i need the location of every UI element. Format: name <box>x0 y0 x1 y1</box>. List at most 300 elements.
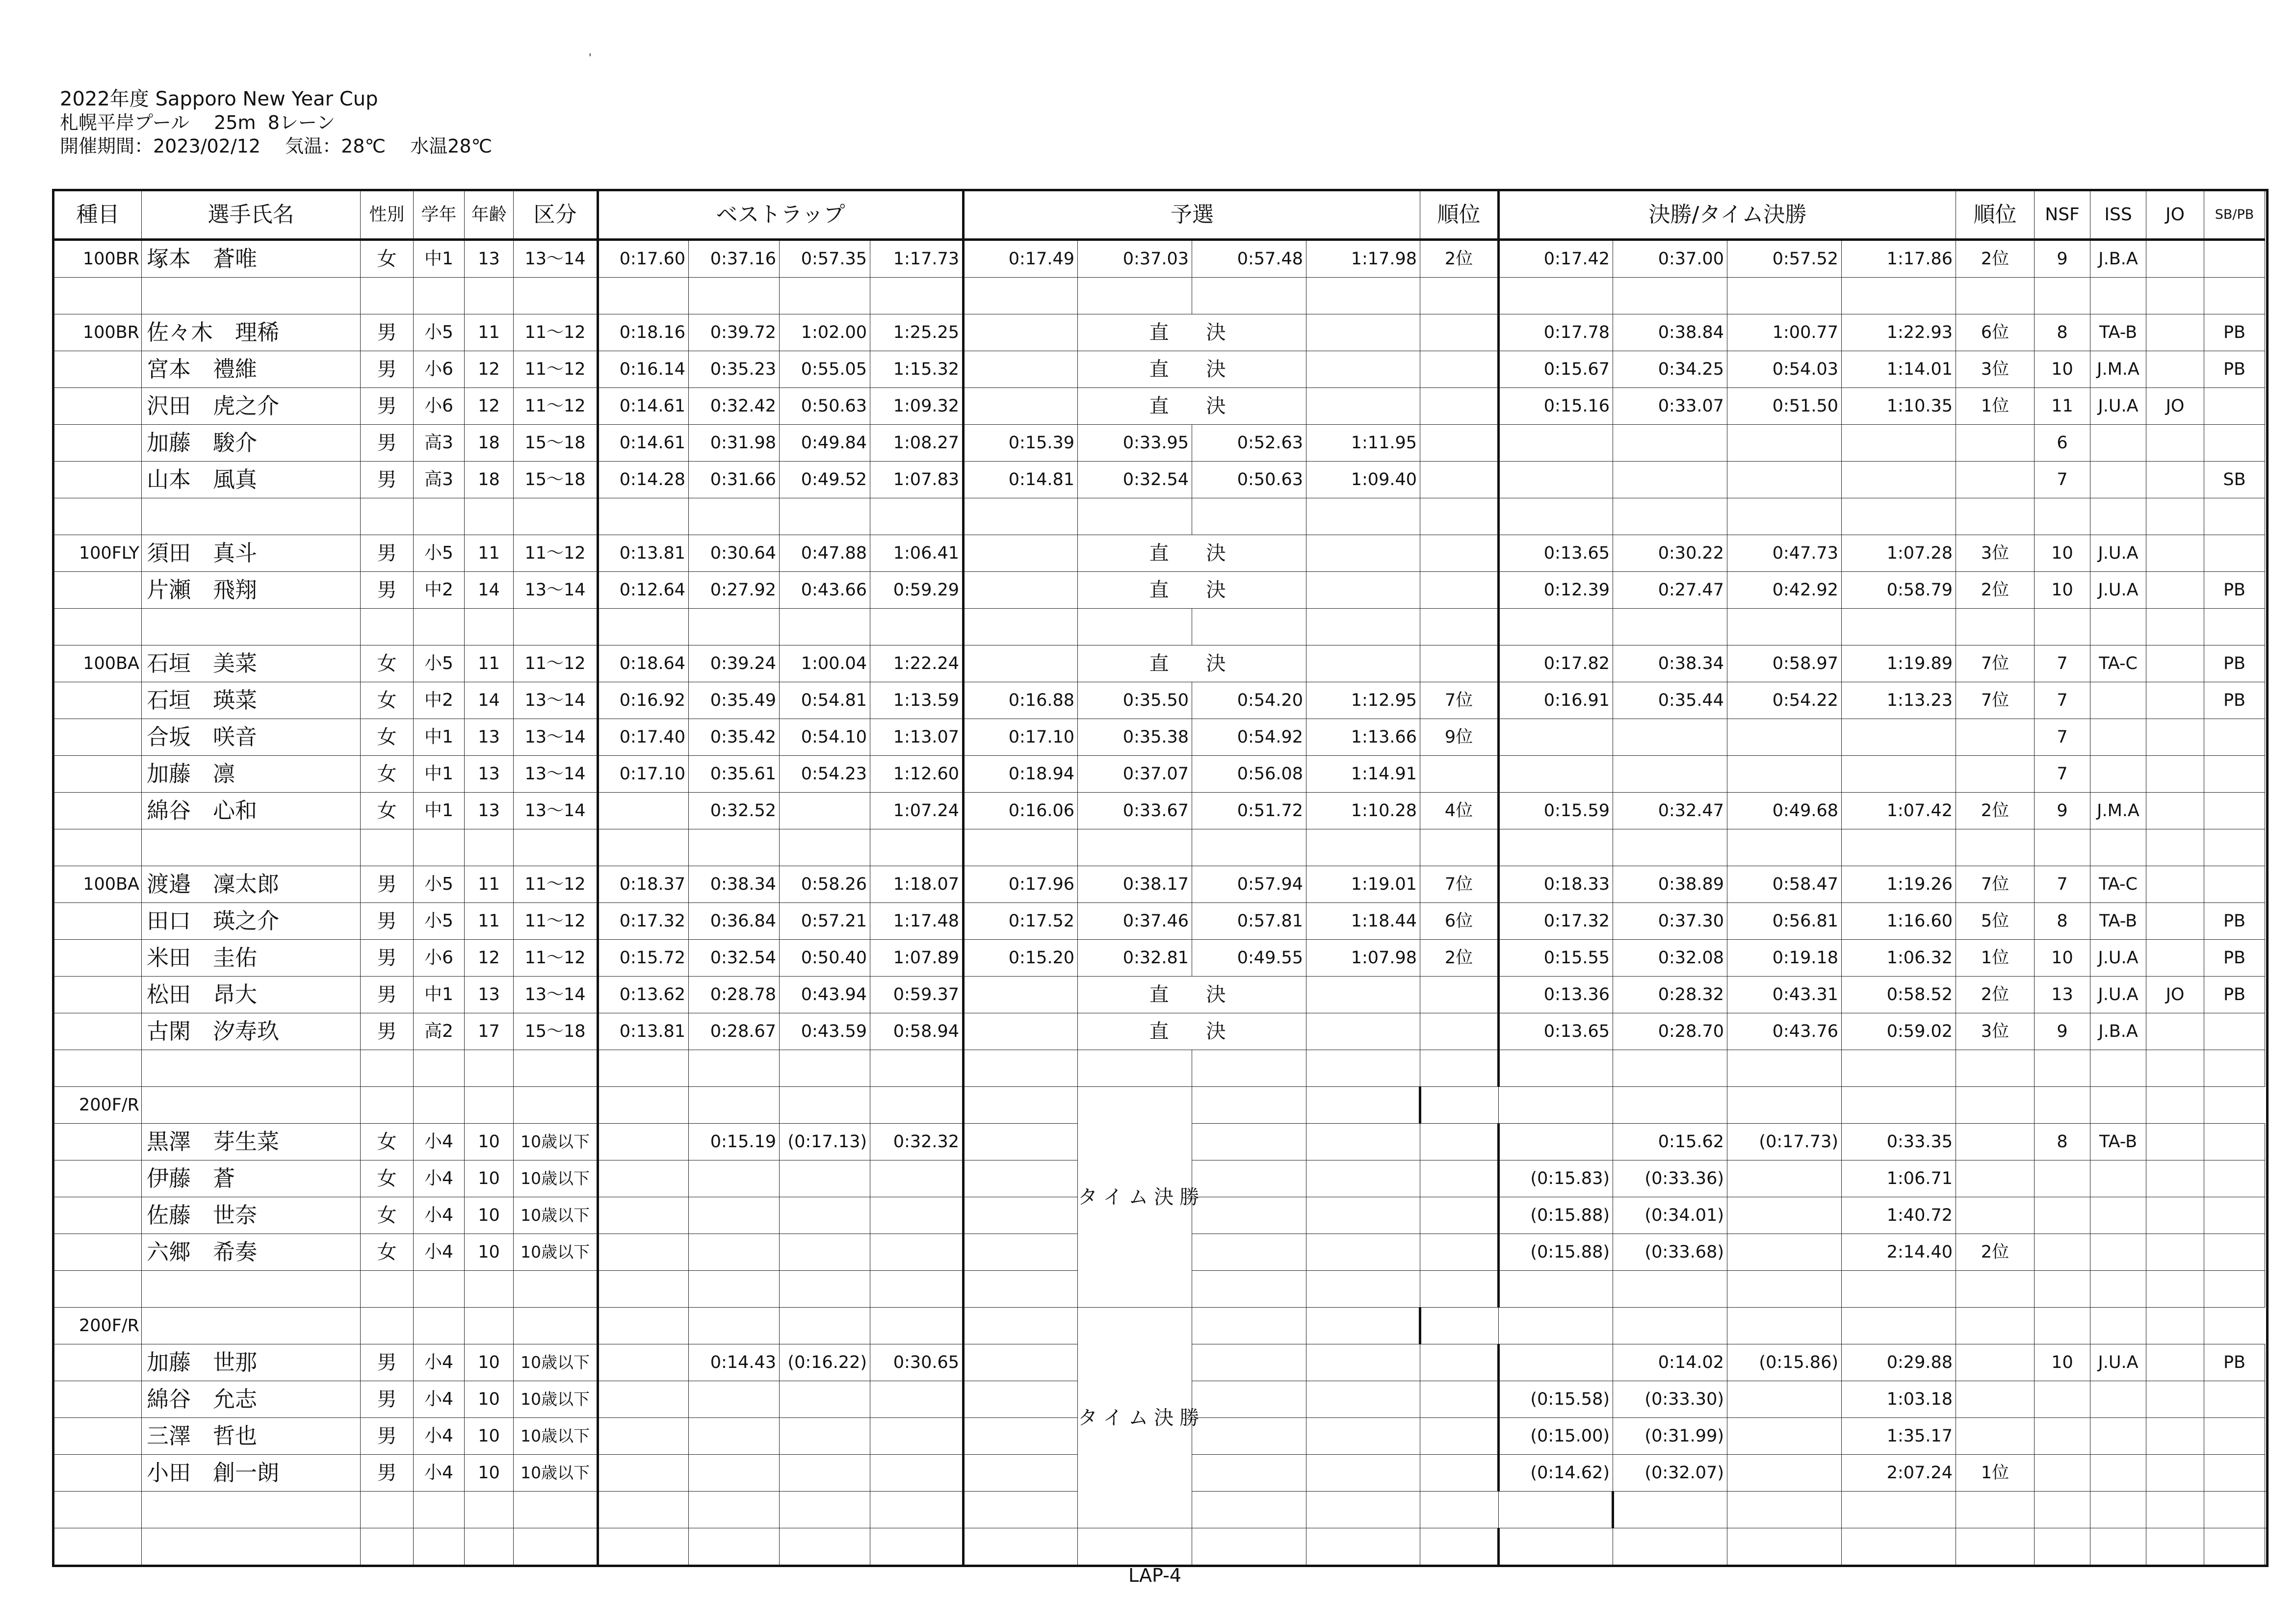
empty-cell <box>1420 1308 1499 1344</box>
final-split: 1:22.93 <box>1842 314 1956 351</box>
spacer-row <box>53 829 2268 866</box>
final-split: 0:13.65 <box>1499 1013 1613 1050</box>
prelim-split: 0:17.10 <box>964 719 1078 756</box>
prelim-split: 1:14.91 <box>1306 756 1420 793</box>
age-cell: 11 <box>465 314 514 351</box>
final-split: (0:15.88) <box>1499 1197 1613 1234</box>
empty-cell <box>1613 1492 1727 1528</box>
iss-grade: J.U.A <box>2090 388 2146 425</box>
empty-cell <box>1956 609 2035 645</box>
sb-pb-mark <box>2204 1197 2265 1234</box>
empty-cell <box>689 1308 780 1344</box>
jo-mark <box>2146 535 2204 572</box>
final-rank: 7位 <box>1956 645 2035 682</box>
best-lap-split <box>870 1381 964 1418</box>
final-split: 0:15.16 <box>1499 388 1613 425</box>
best-lap-split <box>689 1160 780 1197</box>
empty-cell <box>1842 1271 1956 1308</box>
venue-line: 札幌平岸プール 25m 8レーン <box>60 112 336 133</box>
nsf-points: 10 <box>2035 351 2090 388</box>
grade-cell: 小5 <box>414 866 465 903</box>
final-split: 1:07.42 <box>1842 793 1956 829</box>
best-lap-split: 1:06.41 <box>870 535 964 572</box>
empty-cell <box>2146 1271 2204 1308</box>
prelim-split: 0:17.49 <box>964 240 1078 278</box>
prelim-rank <box>1420 1234 1499 1271</box>
prelim-split: 0:35.38 <box>1078 719 1192 756</box>
empty-cell <box>1306 645 1420 682</box>
iss-grade: J.U.A <box>2090 572 2146 609</box>
empty-cell <box>780 278 870 314</box>
final-split <box>1727 719 1842 756</box>
empty-cell <box>514 609 598 645</box>
empty-cell <box>2146 1087 2204 1124</box>
empty-cell <box>1420 1492 1499 1528</box>
final-split: 0:15.62 <box>1613 1124 1727 1160</box>
iss-grade <box>2090 425 2146 462</box>
empty-cell <box>870 1271 964 1308</box>
best-lap-split: 0:43.94 <box>780 977 870 1013</box>
empty-cell <box>2035 829 2090 866</box>
category-cell: 10歳以下 <box>514 1455 598 1492</box>
final-split: (0:15.83) <box>1499 1160 1613 1197</box>
final-rank <box>1956 1160 2035 1197</box>
category-cell: 10歳以下 <box>514 1381 598 1418</box>
final-split: 0:35.44 <box>1613 682 1727 719</box>
category-cell: 11～12 <box>514 314 598 351</box>
final-split <box>1727 1234 1842 1271</box>
empty-cell <box>1306 1050 1420 1087</box>
best-lap-split: 1:08.27 <box>870 425 964 462</box>
empty-cell <box>1306 1271 1420 1308</box>
prelim-split: 0:57.81 <box>1192 903 1306 940</box>
final-split <box>1842 719 1956 756</box>
category-cell: 11～12 <box>514 351 598 388</box>
final-rank: 2位 <box>1956 572 2035 609</box>
empty-cell <box>1613 829 1727 866</box>
category-cell: 11～12 <box>514 866 598 903</box>
final-split: 1:14.01 <box>1842 351 1956 388</box>
nsf-points: 9 <box>2035 240 2090 278</box>
final-split: 0:38.34 <box>1613 645 1727 682</box>
empty-cell <box>2090 609 2146 645</box>
empty-cell <box>964 1344 1078 1381</box>
final-split: 0:17.42 <box>1499 240 1613 278</box>
grade-cell: 中2 <box>414 572 465 609</box>
empty-cell <box>1727 609 1842 645</box>
prelim-rank: 9位 <box>1420 719 1499 756</box>
empty-cell <box>1727 1308 1842 1344</box>
jo-mark <box>2146 1124 2204 1160</box>
best-lap-split: 1:02.00 <box>780 314 870 351</box>
empty-cell <box>964 314 1078 351</box>
best-lap-split <box>689 1234 780 1271</box>
best-lap-split: 0:14.61 <box>598 425 689 462</box>
swimmer-name: 加藤 駿介 <box>142 425 361 462</box>
empty-cell <box>361 1271 414 1308</box>
swimmer-name: 宮本 禮維 <box>142 351 361 388</box>
prelim-split: 1:12.95 <box>1306 682 1420 719</box>
age-cell: 11 <box>465 645 514 682</box>
grade-cell: 小4 <box>414 1197 465 1234</box>
empty-cell <box>964 1492 1078 1528</box>
sex-cell: 女 <box>361 682 414 719</box>
empty-cell <box>142 1271 361 1308</box>
event-label: 100BA <box>53 645 142 682</box>
prelim-rank: 6位 <box>1420 903 1499 940</box>
sb-pb-mark <box>2204 1381 2265 1418</box>
final-split: 0:49.68 <box>1727 793 1842 829</box>
final-rank: 2位 <box>1956 1234 2035 1271</box>
empty-cell <box>2204 1271 2265 1308</box>
age-cell: 11 <box>465 535 514 572</box>
iss-grade: J.U.A <box>2090 1344 2146 1381</box>
empty-cell <box>780 1528 870 1566</box>
empty-cell <box>1306 1160 1420 1197</box>
jo-mark <box>2146 1197 2204 1234</box>
empty-cell <box>414 829 465 866</box>
best-lap-split: 0:36.84 <box>689 903 780 940</box>
empty-cell <box>1078 498 1192 535</box>
sex-cell: 男 <box>361 1344 414 1381</box>
age-cell: 12 <box>465 388 514 425</box>
best-lap-split: 0:13.81 <box>598 535 689 572</box>
empty-cell <box>870 1492 964 1528</box>
col-event: 種目 <box>53 190 142 240</box>
final-split <box>1727 1197 1842 1234</box>
empty-cell <box>514 1528 598 1566</box>
final-rank: 1位 <box>1956 388 2035 425</box>
final-split <box>1613 719 1727 756</box>
empty-cell <box>1727 1528 1842 1566</box>
category-cell: 13～14 <box>514 756 598 793</box>
empty-cell <box>1956 829 2035 866</box>
age-cell: 13 <box>465 756 514 793</box>
empty-cell <box>2035 1308 2090 1344</box>
empty-cell <box>1842 1087 1956 1124</box>
sb-pb-mark <box>2204 388 2265 425</box>
final-split: 0:37.30 <box>1613 903 1727 940</box>
final-split: 0:27.47 <box>1613 572 1727 609</box>
empty-cell <box>1842 498 1956 535</box>
empty-cell <box>142 1087 361 1124</box>
iss-grade: TA-B <box>2090 903 2146 940</box>
empty-cell <box>964 1234 1078 1271</box>
iss-grade: TA-C <box>2090 866 2146 903</box>
empty-cell <box>1613 1528 1727 1566</box>
best-lap-split: 0:27.92 <box>689 572 780 609</box>
prelim-rank <box>1420 1013 1499 1050</box>
best-lap-split: 1:07.89 <box>870 940 964 977</box>
final-split <box>1613 462 1727 498</box>
prelim-split: 0:32.54 <box>1078 462 1192 498</box>
prelim-split: 1:17.98 <box>1306 240 1420 278</box>
empty-cell <box>1956 1050 2035 1087</box>
empty-cell <box>2146 1528 2204 1566</box>
table-row <box>53 425 2268 462</box>
final-split <box>1727 425 1842 462</box>
empty-cell <box>465 1271 514 1308</box>
empty-cell <box>1306 388 1420 425</box>
best-lap-split: 0:35.49 <box>689 682 780 719</box>
sb-pb-mark <box>2204 425 2265 462</box>
best-lap-split: 0:12.64 <box>598 572 689 609</box>
empty-cell <box>2035 1087 2090 1124</box>
best-lap-split: (0:16.22) <box>780 1344 870 1381</box>
iss-grade <box>2090 719 2146 756</box>
sex-cell: 男 <box>361 903 414 940</box>
jo-mark <box>2146 756 2204 793</box>
grade-cell: 小4 <box>414 1455 465 1492</box>
prelim-rank: 4位 <box>1420 793 1499 829</box>
final-split: (0:14.62) <box>1499 1455 1613 1492</box>
jo-mark: JO <box>2146 977 2204 1013</box>
empty-cell <box>598 1308 689 1344</box>
prelim-split: 0:15.39 <box>964 425 1078 462</box>
grade-cell: 小4 <box>414 1160 465 1197</box>
category-cell: 15～18 <box>514 462 598 498</box>
prelim-rank <box>1420 1455 1499 1492</box>
sb-pb-mark <box>2204 1160 2265 1197</box>
empty-cell <box>1306 572 1420 609</box>
empty-cell <box>142 609 361 645</box>
best-lap-split: 0:35.42 <box>689 719 780 756</box>
empty-cell <box>1956 278 2035 314</box>
sb-pb-mark: PB <box>2204 572 2265 609</box>
empty-cell <box>1078 1528 1192 1566</box>
final-rank <box>1956 756 2035 793</box>
sb-pb-mark: PB <box>2204 977 2265 1013</box>
empty-cell <box>1499 1087 1613 1124</box>
spacer-row <box>53 1050 2268 1087</box>
best-lap-split: 0:31.66 <box>689 462 780 498</box>
swimmer-name: 田口 瑛之介 <box>142 903 361 940</box>
final-split <box>1499 719 1613 756</box>
final-split: 0:29.88 <box>1842 1344 1956 1381</box>
prelim-split: 1:13.66 <box>1306 719 1420 756</box>
best-lap-split: 0:35.61 <box>689 756 780 793</box>
best-lap-split: 1:15.32 <box>870 351 964 388</box>
empty-cell <box>1727 829 1842 866</box>
empty-cell <box>1420 278 1499 314</box>
best-lap-split: 1:25.25 <box>870 314 964 351</box>
age-cell: 17 <box>465 1013 514 1050</box>
swimmer-name: 佐々木 理稀 <box>142 314 361 351</box>
empty-cell <box>780 1050 870 1087</box>
event-label <box>53 572 142 609</box>
jo-mark <box>2146 462 2204 498</box>
empty-cell <box>2035 609 2090 645</box>
empty-cell <box>1306 498 1420 535</box>
col-final-rank: 順位 <box>1956 190 2035 240</box>
final-split: 0:58.97 <box>1727 645 1842 682</box>
event-label <box>53 351 142 388</box>
prelim-split: 0:14.81 <box>964 462 1078 498</box>
empty-cell <box>1956 498 2035 535</box>
empty-cell <box>465 1308 514 1344</box>
jo-mark <box>2146 793 2204 829</box>
nsf-points: 10 <box>2035 535 2090 572</box>
final-split: 0:38.89 <box>1613 866 1727 903</box>
empty-cell <box>964 1418 1078 1455</box>
empty-cell <box>1956 1271 2035 1308</box>
final-split: 0:58.79 <box>1842 572 1956 609</box>
empty-cell <box>361 1492 414 1528</box>
empty-cell <box>1499 1492 1613 1528</box>
final-split: 0:32.08 <box>1613 940 1727 977</box>
final-split: 0:15.59 <box>1499 793 1613 829</box>
empty-cell <box>780 1492 870 1528</box>
iss-grade: J.M.A <box>2090 351 2146 388</box>
final-rank <box>1956 425 2035 462</box>
jo-mark <box>2146 1160 2204 1197</box>
empty-cell <box>964 1050 1078 1087</box>
page-footer: LAP-4 <box>1128 1565 1182 1586</box>
spacer-row <box>53 1308 2268 1344</box>
category-cell: 13～14 <box>514 240 598 278</box>
event-label <box>53 1344 142 1381</box>
age-cell: 13 <box>465 719 514 756</box>
event-label <box>53 682 142 719</box>
empty-cell <box>2204 609 2265 645</box>
prelim-rank <box>1420 1124 1499 1160</box>
jo-mark <box>2146 572 2204 609</box>
sex-cell: 男 <box>361 1455 414 1492</box>
empty-cell <box>598 498 689 535</box>
prelim-rank <box>1420 645 1499 682</box>
iss-grade: J.U.A <box>2090 940 2146 977</box>
final-split: 0:19.18 <box>1727 940 1842 977</box>
jo-mark <box>2146 1418 2204 1455</box>
best-lap-split <box>598 1381 689 1418</box>
empty-cell <box>465 829 514 866</box>
iss-grade: TA-B <box>2090 314 2146 351</box>
best-lap-split: 0:58.94 <box>870 1013 964 1050</box>
swimmer-name: 伊藤 蒼 <box>142 1160 361 1197</box>
final-rank <box>1956 1344 2035 1381</box>
empty-cell <box>1192 1160 1306 1197</box>
scan-mark: ' <box>589 51 592 63</box>
best-lap-split: 1:17.48 <box>870 903 964 940</box>
age-cell: 10 <box>465 1197 514 1234</box>
empty-cell <box>1956 1528 2035 1566</box>
swimmer-name: 加藤 世那 <box>142 1344 361 1381</box>
best-lap-split: 0:32.42 <box>689 388 780 425</box>
empty-cell <box>1499 498 1613 535</box>
nsf-points: 6 <box>2035 425 2090 462</box>
prelim-rank <box>1420 572 1499 609</box>
empty-cell <box>780 1308 870 1344</box>
empty-cell <box>2204 1050 2265 1087</box>
empty-cell <box>1499 1050 1613 1087</box>
empty-cell <box>1306 1418 1420 1455</box>
prelim-split: 0:49.55 <box>1192 940 1306 977</box>
best-lap-split: 0:50.63 <box>780 388 870 425</box>
age-cell: 11 <box>465 903 514 940</box>
prelim-split: 0:57.48 <box>1192 240 1306 278</box>
prelim-split: 1:11.95 <box>1306 425 1420 462</box>
jo-mark <box>2146 1381 2204 1418</box>
iss-grade: J.U.A <box>2090 535 2146 572</box>
final-split: 0:42.92 <box>1727 572 1842 609</box>
empty-cell <box>1727 278 1842 314</box>
sex-cell: 女 <box>361 1197 414 1234</box>
best-lap-split: 0:54.10 <box>780 719 870 756</box>
final-rank: 2位 <box>1956 793 2035 829</box>
final-split: (0:33.36) <box>1613 1160 1727 1197</box>
empty-cell <box>1499 829 1613 866</box>
sb-pb-mark <box>2204 240 2265 278</box>
empty-cell <box>2146 1050 2204 1087</box>
prelim-rank <box>1420 756 1499 793</box>
empty-cell <box>142 278 361 314</box>
empty-cell <box>964 1381 1078 1418</box>
final-split <box>1499 462 1613 498</box>
swimmer-name: 石垣 美菜 <box>142 645 361 682</box>
empty-cell <box>1842 1528 1956 1566</box>
time-final-merged: タイム決勝 <box>1078 1087 1192 1308</box>
empty-cell <box>1192 609 1306 645</box>
iss-grade: J.B.A <box>2090 1013 2146 1050</box>
direct-final-label: 直 決 <box>1078 388 1306 425</box>
empty-cell <box>414 498 465 535</box>
sb-pb-mark: PB <box>2204 682 2265 719</box>
iss-grade: TA-C <box>2090 645 2146 682</box>
event-label <box>53 903 142 940</box>
grade-cell: 中1 <box>414 240 465 278</box>
empty-cell <box>1192 278 1306 314</box>
grade-cell: 小5 <box>414 903 465 940</box>
best-lap-split: 1:13.59 <box>870 682 964 719</box>
final-rank: 3位 <box>1956 351 2035 388</box>
empty-cell <box>2146 829 2204 866</box>
grade-cell: 小4 <box>414 1418 465 1455</box>
sex-cell: 男 <box>361 425 414 462</box>
iss-grade: J.B.A <box>2090 240 2146 278</box>
event-label <box>53 462 142 498</box>
empty-cell <box>414 1050 465 1087</box>
age-cell: 12 <box>465 940 514 977</box>
prelim-split: 0:38.17 <box>1078 866 1192 903</box>
prelim-split: 0:50.63 <box>1192 462 1306 498</box>
empty-cell <box>598 1528 689 1566</box>
best-lap-split: 1:09.32 <box>870 388 964 425</box>
best-lap-split <box>598 1124 689 1160</box>
final-rank: 7位 <box>1956 866 2035 903</box>
prelim-split: 0:17.52 <box>964 903 1078 940</box>
iss-grade <box>2090 1234 2146 1271</box>
final-split: (0:15.88) <box>1499 1234 1613 1271</box>
category-cell: 15～18 <box>514 425 598 462</box>
nsf-points: 10 <box>2035 572 2090 609</box>
empty-cell <box>2146 278 2204 314</box>
age-cell: 18 <box>465 462 514 498</box>
empty-cell <box>1192 1528 1306 1566</box>
final-rank <box>1956 1381 2035 1418</box>
prelim-split: 0:35.50 <box>1078 682 1192 719</box>
grade-cell: 小4 <box>414 1381 465 1418</box>
best-lap-split: 0:57.21 <box>780 903 870 940</box>
empty-cell <box>1306 314 1420 351</box>
final-split <box>1727 462 1842 498</box>
prelim-split: 0:15.20 <box>964 940 1078 977</box>
best-lap-split: 0:30.65 <box>870 1344 964 1381</box>
best-lap-split: 0:39.24 <box>689 645 780 682</box>
swimmer-name: 黒澤 芽生菜 <box>142 1124 361 1160</box>
best-lap-split <box>780 1197 870 1234</box>
event-label <box>53 425 142 462</box>
table-row <box>53 462 2268 498</box>
